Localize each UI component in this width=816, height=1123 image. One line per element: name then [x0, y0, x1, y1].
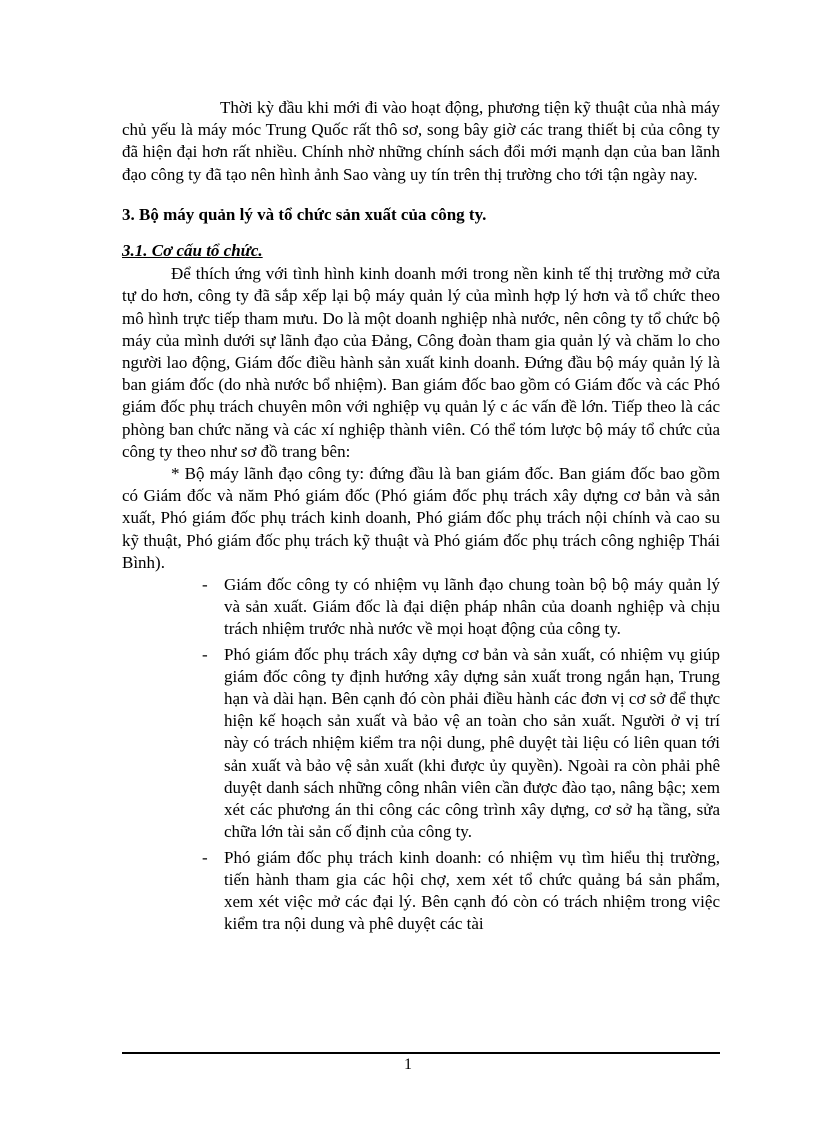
- intro-paragraph: Thời kỳ đầu khi mới đi vào hoạt động, phương tiện kỹ thuật của nhà máy chủ yếu là máy móc Trung Quốc rất thô sơ, song bây giờ các trang thiết bị của công ty đã hiện đại hơn rất nhiều. Chính nhờ những chính sách đổi mới mạnh dạn của ban lãnh đạo công ty đã tạo nên hình ảnh Sao vàng uy tín trên thị trường cho tới tận ngày nay.: [122, 98, 720, 184]
- leadership-paragraph: * Bộ máy lãnh đạo công ty: đứng đầu là ban giám đốc. Ban giám đốc bao gồm có Giám đốc và năm Phó giám đốc (Phó giám đốc phụ trách xây dựng cơ bản và sản xuất, Phó giám đốc phụ trách kinh doanh, Phó giám đốc phụ trách nội chính và cao su kỹ thuật, Phó giám đốc phụ trách kỹ thuật và Phó giám đốc phụ trách công nghiệp Thái Bình).: [122, 464, 720, 572]
- list-item-text: Phó giám đốc phụ trách kinh doanh: có nhiệm vụ tìm hiểu thị trường, tiến hành tham gia các hội chợ, xem xét tổ chức quảng bá sản phẩm, xem xét việc mở các đại lý. Bên cạnh đó còn có trách nhiệm trong việc kiểm tra nội dung và phê duyệt các tài: [224, 847, 720, 934]
- list-item: [122, 574, 720, 641]
- section-heading: 3. Bộ máy quản lý và tổ chức sản xuất của công ty.: [122, 204, 487, 224]
- responsibility-list: [122, 574, 720, 935]
- list-item-text: Phó giám đốc phụ trách xây dựng cơ bản và sản xuất, có nhiệm vụ giúp giám đốc công ty định hướng xây dựng sản xuất trong ngắn hạn, Trung hạn và dài hạn. Bên cạnh đó còn phải điều hành các đơn vị cơ sở để thực hiện kế hoạch sản xuất và bảo vệ an toàn cho sản xuất. Người ở vị trí này có trách nhiệm kiểm tra nội dung, phê duyệt tài liệu có liên quan tới sản xuất và bảo vệ sản xuất (khi được ủy quyền). Ngoài ra còn phải phê duyệt danh sách những công nhân viên cần được đào tạo, nâng bậc; xem xét các phương án thi công các công trình xây dựng, cơ sở hạ tầng, sửa chữa lớn tài sản cố định của công ty.: [224, 644, 720, 842]
- list-item: [122, 847, 720, 936]
- bullet-marker: -: [202, 575, 208, 595]
- list-item-text: Giám đốc công ty có nhiệm vụ lãnh đạo chung toàn bộ bộ máy quản lý và sản xuất. Giám đốc là đại diện pháp nhân của doanh nghiệp và chịu trách nhiệm trước nhà nước về mọi hoạt động của công ty.: [224, 575, 720, 639]
- subsection-heading: 3.1. Cơ cấu tổ chức.: [122, 241, 263, 261]
- org-paragraph: Để thích ứng với tình hình kinh doanh mới trong nền kinh tế thị trường mở cửa tự do hơn, công ty đã sắp xếp lại bộ máy quản lý của mình hợp lý hơn và tổ chức theo mô hình trực tiếp tham mưu. Do là một doanh nghiệp nhà nước, nên công ty tổ chức bộ máy của mình dưới sự lãnh đạo của Đảng, Công đoàn tham gia quản lý và chăm lo cho người lao động, Giám đốc điều hành sản xuất kinh doanh. Đứng đầu bộ máy quản lý là ban giám đốc (do nhà nước bổ nhiệm). Ban giám đốc bao gồm có Giám đốc và các Phó giám đốc phụ trách chuyên môn với nghiệp vụ quản lý c ác vấn đề lớn. Tiếp theo là các phòng ban chức năng và các xí nghiệp thành viên. Có thể tóm lược bộ máy tổ chức của công ty theo như sơ đồ trang bên:: [122, 264, 720, 461]
- bullet-marker: -: [202, 847, 208, 867]
- page-number: 1: [404, 1056, 412, 1073]
- footer-divider: [122, 1052, 720, 1054]
- bullet-marker: -: [202, 644, 208, 664]
- list-item: [122, 644, 720, 844]
- document-body: [122, 97, 720, 938]
